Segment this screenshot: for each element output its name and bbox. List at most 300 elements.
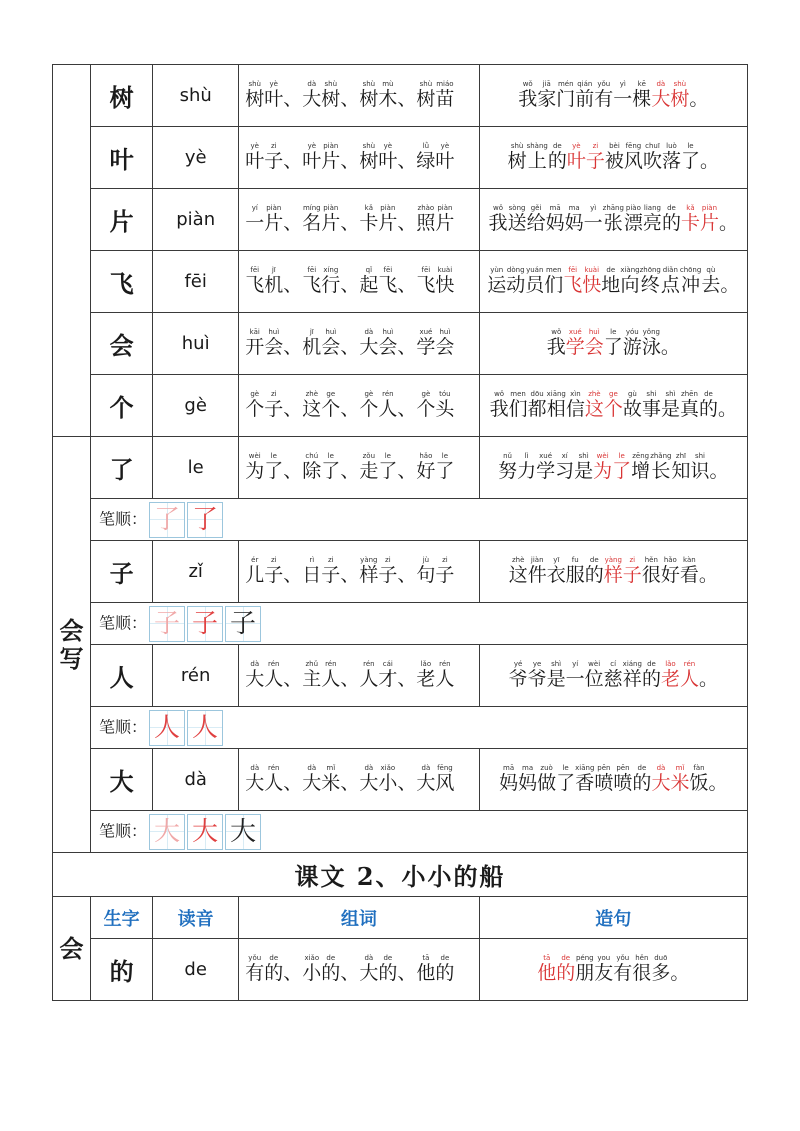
ruby-char: 力lì [517,452,537,482]
ruby-char: 员yuán [525,266,545,296]
separator: 、 [397,564,417,586]
ruby-char: 人rén [359,660,379,690]
ruby-char: 米mǐ [321,764,341,794]
ruby-char: 子zi [378,556,398,586]
punctuation: 。 [718,398,738,420]
ruby-char: 增zēng [631,452,651,482]
ruby-char: 地de [601,266,621,296]
ruby-char: 香xiāng [575,764,595,794]
ruby-char: 都dōu [527,390,547,420]
ruby-char: 大dà [359,328,379,358]
ruby-char: 我wǒ [489,390,509,420]
ruby-char: 树shù [359,142,379,172]
word-group [245,390,284,420]
ruby-char: 大dà [245,764,265,794]
word-group [416,142,455,172]
ruby-char: 的de [632,764,652,794]
example-sentence-cell [479,65,747,127]
ruby-char: 识shi [690,452,710,482]
ruby-char: 树shù [245,80,265,110]
separator: 、 [283,962,303,984]
separator: 、 [397,668,417,690]
header-sentence: 造句 [479,897,747,939]
stroke-order-label: 笔顺： [99,717,148,736]
stroke-order-row [53,603,748,645]
word-group [416,556,455,586]
example-sentence-cell [479,127,747,189]
pinyin-cell: le [153,437,239,499]
ruby-char: 漂piào [623,204,643,234]
punctuation: 。 [699,150,719,172]
ruby-char: 机jī [302,328,322,358]
ruby-char: 是shì [574,452,594,482]
example-sentence-cell [479,251,747,313]
ruby-char: 日rì [302,556,322,586]
separator: 、 [283,88,303,110]
ruby-char: 片piàn [321,204,341,234]
ruby-char: 这zhè [302,390,322,420]
ruby-char: 了le [612,452,632,482]
ruby-char: 人rén [321,660,341,690]
ruby-char: 会huì [584,328,604,358]
ruby-char: 树shù [507,142,527,172]
lesson-title: 课文 2、小小的船 [53,853,748,897]
vocab-row [53,939,748,1001]
vocab-row [53,65,748,127]
ruby-char: 习xí [555,452,575,482]
word-group [302,204,341,234]
stroke-step-glyph: 了 [187,502,223,538]
word-group [302,266,341,296]
word-groups-cell [239,375,479,437]
ruby-char: 的de [547,142,567,172]
ruby-char: 除chú [302,452,322,482]
ruby-char: 风fēng [435,764,455,794]
word-group [416,266,455,296]
ruby-char: 会huì [264,328,284,358]
word-groups-cell [239,437,479,499]
separator: 、 [283,564,303,586]
ruby-char: 子zi [435,556,455,586]
ruby-char: 片piàn [435,204,455,234]
word-group [245,764,284,794]
ruby-char: 叶yè [378,142,398,172]
word-groups-cell [239,189,479,251]
word-groups-cell [239,251,479,313]
pinyin-cell: dà [153,749,239,811]
vocab-row [53,127,748,189]
punctuation: 。 [709,460,729,482]
ruby-char: 有yǒu [594,80,614,110]
word-groups-cell [239,541,479,603]
stroke-order-cell [91,811,748,853]
separator: 、 [340,772,360,794]
ruby-char: 叶yè [435,142,455,172]
ruby-char: 大dà [651,80,671,110]
ruby-char: 吹chuī [642,142,662,172]
ruby-char: 木mù [378,80,398,110]
ruby-char: 事shi [641,390,661,420]
punctuation: 。 [720,274,740,296]
header-char: 生字 [91,897,153,939]
word-group [245,266,284,296]
ruby-char: 服fu [565,556,585,586]
ruby-char: 行xíng [321,266,341,296]
ruby-char: 送sòng [507,204,527,234]
word-groups-cell [239,127,479,189]
stroke-order-cell [91,603,748,645]
ruby-char: 大dà [245,660,265,690]
separator: 、 [340,962,360,984]
ruby-char: 祥xiáng [622,660,642,690]
word-group [359,390,398,420]
character-cell: 飞 [91,251,153,313]
ruby-char: 大dà [359,764,379,794]
word-group [359,266,398,296]
header-pinyin: 读音 [153,897,239,939]
character-cell: 树 [91,65,153,127]
ruby-char: 树shù [416,80,436,110]
ruby-char: 泳yǒng [641,328,661,358]
stroke-step-glyph: 大 [225,814,261,850]
ruby-char: 看kàn [679,556,699,586]
word-group [359,142,398,172]
ruby-char: 相xiāng [546,390,566,420]
separator: 、 [283,772,303,794]
ruby-char: 饭fàn [689,764,709,794]
word-group [416,764,455,794]
ruby-char: 子zi [264,142,284,172]
ruby-char: 叶yè [566,142,586,172]
vocab-row [53,541,748,603]
ruby-char: 飞fēi [302,266,322,296]
ruby-char: 好hǎo [416,452,436,482]
ruby-char: 是shì [546,660,566,690]
ruby-char: 儿ér [245,556,265,586]
ruby-char: 个ge [603,390,623,420]
word-group [302,390,341,420]
ruby-char: 一yí [245,204,265,234]
ruby-char: 家jiā [537,80,557,110]
ruby-char: 个gè [245,390,265,420]
ruby-char: 大dà [416,764,436,794]
ruby-char: 子zi [321,556,341,586]
vocab-row [53,437,748,499]
ruby-char: 喷pēn [613,764,633,794]
ruby-char: 样yàng [603,556,623,586]
ruby-char: 学xué [536,452,556,482]
group-label-write: 会写 [53,437,91,853]
word-group [359,556,398,586]
vocab-row [53,313,748,375]
ruby-char: 朋péng [575,954,595,984]
ruby-char: 个ge [321,390,341,420]
ruby-char: 子zi [622,556,642,586]
ruby-char: 片piàn [321,142,341,172]
word-group [359,80,398,110]
ruby-char: 头tóu [435,390,455,420]
ruby-char: 快kuài [582,266,602,296]
ruby-char: 们men [508,390,528,420]
ruby-char: 了le [378,452,398,482]
word-groups-cell [239,939,479,1001]
ruby-char: 他tā [537,954,557,984]
ruby-char: 有yǒu [245,954,265,984]
character-cell: 会 [91,313,153,375]
ruby-char: 他tā [416,954,436,984]
word-group [245,452,284,482]
word-group [302,764,341,794]
ruby-char: 子zi [264,556,284,586]
vocab-row [53,375,748,437]
separator: 、 [283,460,303,482]
word-group [359,954,398,984]
separator: 、 [340,564,360,586]
ruby-char: 亮liang [642,204,662,234]
ruby-char: 叶yè [302,142,322,172]
ruby-char: 个gè [359,390,379,420]
ruby-char: 会huì [435,328,455,358]
vocabulary-sheet [52,64,748,1001]
ruby-char: 的de [698,390,718,420]
ruby-char: 风fēng [623,142,643,172]
stroke-step-glyph: 子 [187,606,223,642]
ruby-char: 了le [603,328,623,358]
punctuation: 。 [670,962,690,984]
vocab-row [53,251,748,313]
ruby-char: 子zi [264,390,284,420]
ruby-char: 向xiàng [620,266,640,296]
example-sentence-cell [479,541,747,603]
ruby-char: 多duō [651,954,671,984]
ruby-char: 知zhī [671,452,691,482]
ruby-char: 给gěi [526,204,546,234]
character-cell: 了 [91,437,153,499]
example-sentence-cell [479,645,747,707]
ruby-char: 片piàn [699,204,719,234]
separator: 、 [340,212,360,234]
example-sentence-cell [479,313,747,375]
ruby-char: 样yàng [359,556,379,586]
pinyin-cell: de [153,939,239,1001]
word-group [416,660,455,690]
ruby-char: 为wèi [245,452,265,482]
punctuation: 。 [660,336,680,358]
ruby-char: 很hěn [632,954,652,984]
ruby-char: 点diǎn [660,266,680,296]
header-row [53,897,748,939]
word-group [245,80,284,110]
separator: 、 [283,398,303,420]
character-cell: 个 [91,375,153,437]
stroke-order-label: 笔顺： [99,613,148,632]
ruby-char: 了le [435,452,455,482]
separator: 、 [397,336,417,358]
word-group [359,764,398,794]
ruby-char: 的de [264,954,284,984]
word-group [416,204,455,234]
stroke-step-glyph: 了 [149,502,185,538]
separator: 、 [283,212,303,234]
ruby-char: 米mǐ [670,764,690,794]
character-cell: 叶 [91,127,153,189]
ruby-char: 了le [556,764,576,794]
ruby-char: 了le [321,452,341,482]
ruby-char: 的de [556,954,576,984]
separator: 、 [397,274,417,296]
ruby-char: 爷yé [508,660,528,690]
ruby-char: 老lǎo [416,660,436,690]
ruby-char: 故gù [622,390,642,420]
ruby-char: 叶yè [264,80,284,110]
word-group [245,660,284,690]
pinyin-cell: rén [153,645,239,707]
ruby-char: 走zǒu [359,452,379,482]
punctuation: 。 [689,88,709,110]
ruby-char: 我wǒ [546,328,566,358]
word-groups-cell [239,645,479,707]
ruby-char: 名míng [302,204,322,234]
stroke-step-glyph: 子 [149,606,185,642]
ruby-char: 妈mā [545,204,565,234]
separator: 、 [340,88,360,110]
separator: 、 [340,150,360,172]
ruby-char: 了le [264,452,284,482]
ruby-char: 一yí [565,660,585,690]
separator: 、 [397,212,417,234]
ruby-char: 长zhǎng [650,452,672,482]
ruby-char: 是shì [660,390,680,420]
ruby-char: 信xìn [565,390,585,420]
ruby-char: 好hǎo [660,556,680,586]
ruby-char: 主zhǔ [302,660,322,690]
example-sentence-cell [479,749,747,811]
ruby-char: 一yì [613,80,633,110]
example-sentence-cell [479,375,747,437]
ruby-char: 小xiǎo [378,764,398,794]
example-sentence-cell [479,939,747,1001]
ruby-char: 的de [378,954,398,984]
ruby-char: 叶yè [245,142,265,172]
vocab-row [53,189,748,251]
ruby-char: 妈ma [518,764,538,794]
punctuation: 。 [708,772,728,794]
vocab-table [52,64,748,1001]
ruby-char: 绿lǜ [416,142,436,172]
ruby-char: 了le [680,142,700,172]
stroke-order-label: 笔顺： [99,509,148,528]
ruby-char: 会huì [321,328,341,358]
word-groups-cell [239,749,479,811]
ruby-char: 小xiǎo [302,954,322,984]
ruby-char: 动dòng [506,266,526,296]
stroke-step-glyph: 人 [149,710,185,746]
ruby-char: 落luò [661,142,681,172]
pinyin-cell: yè [153,127,239,189]
ruby-char: 游yóu [622,328,642,358]
word-group [245,328,284,358]
ruby-char: 位wèi [584,660,604,690]
ruby-char: 衣yī [546,556,566,586]
ruby-char: 大dà [651,764,671,794]
ruby-char: 大dà [359,954,379,984]
ruby-char: 真zhēn [679,390,699,420]
ruby-char: 妈ma [564,204,584,234]
word-group [302,328,341,358]
separator: 、 [397,772,417,794]
ruby-char: 飞fēi [378,266,398,296]
ruby-char: 爷ye [527,660,547,690]
ruby-char: 棵kē [632,80,652,110]
ruby-char: 大dà [302,80,322,110]
ruby-char: 张zhāng [602,204,624,234]
ruby-char: 句jù [416,556,436,586]
character-cell: 人 [91,645,153,707]
ruby-char: 冲chōng [679,266,702,296]
separator: 、 [340,668,360,690]
pinyin-cell: gè [153,375,239,437]
ruby-char: 会huì [378,328,398,358]
pinyin-cell: fēi [153,251,239,313]
ruby-char: 树shù [359,80,379,110]
word-group [302,142,341,172]
word-group [245,556,284,586]
example-sentence-cell [479,437,747,499]
ruby-char: 运yùn [487,266,507,296]
ruby-char: 的de [661,204,681,234]
ruby-char: 友you [594,954,614,984]
pinyin-cell: huì [153,313,239,375]
separator: 、 [397,150,417,172]
separator: 、 [397,398,417,420]
ruby-char: 人rén [264,660,284,690]
ruby-char: 卡kǎ [359,204,379,234]
stroke-order-row [53,499,748,541]
ruby-char: 开kāi [245,328,265,358]
ruby-char: 片piàn [378,204,398,234]
ruby-char: 件jiàn [527,556,547,586]
separator: 、 [340,398,360,420]
word-group [302,452,341,482]
ruby-char: 人rén [679,660,699,690]
stroke-step-glyph: 大 [187,814,223,850]
separator: 、 [283,150,303,172]
ruby-char: 子zi [585,142,605,172]
pinyin-cell: piàn [153,189,239,251]
ruby-char: 妈mā [499,764,519,794]
ruby-char: 的de [321,954,341,984]
stroke-step-glyph: 人 [187,710,223,746]
ruby-char: 我wǒ [488,204,508,234]
ruby-char: 去qù [701,266,721,296]
word-group [245,954,284,984]
stroke-order-label: 笔顺： [99,821,148,840]
ruby-char: 片piàn [264,204,284,234]
ruby-char: 机jī [264,266,284,296]
separator: 、 [340,274,360,296]
word-group [359,328,398,358]
word-group [416,954,455,984]
ruby-char: 个gè [416,390,436,420]
ruby-char: 大dà [302,764,322,794]
punctuation: 。 [698,564,718,586]
ruby-char: 人rén [378,390,398,420]
ruby-char: 这zhè [584,390,604,420]
ruby-char: 终zhōng [639,266,661,296]
character-cell: 的 [91,939,153,1001]
ruby-char: 学xué [416,328,436,358]
vocab-row [53,749,748,811]
